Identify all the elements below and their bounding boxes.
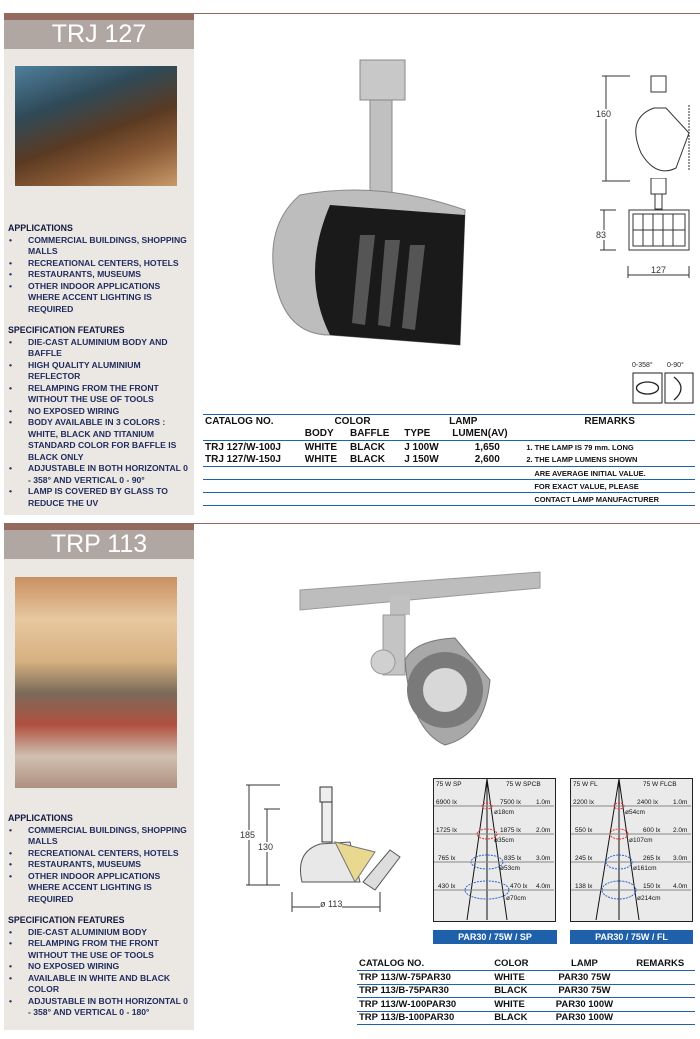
lux-left: 430 lx — [438, 883, 456, 890]
trj-front-dimension — [596, 178, 700, 288]
features-list — [8, 927, 190, 1019]
list-item: • RECREATIONAL CENTERS, HOTELS — [8, 258, 190, 270]
cell-remark: CONTACT LAMP MANUFACTURER — [524, 493, 695, 506]
table-subheader-row — [203, 428, 695, 441]
trj-catalog-table — [203, 414, 695, 506]
cell-catalog: TRP 113/W-75PAR30 — [357, 971, 492, 985]
applications-heading: APPLICATIONS — [8, 813, 73, 823]
header-catalog: CATALOG NO. — [357, 957, 492, 971]
table-row — [203, 441, 695, 454]
beam-left-title: 75 W FL — [573, 781, 598, 788]
side-view-drawing — [596, 73, 700, 188]
list-item: • OTHER INDOOR APPLICATIONS WHERE ACCENT LIGHTING IS REQUIRED — [8, 871, 190, 906]
beam-diameter: ø18cm — [494, 809, 514, 816]
depth-value: 83 — [596, 230, 607, 240]
list-item: • LAMP IS COVERED BY GLASS TO REDUCE THE UV — [8, 486, 190, 509]
vertical-rotation-label: 0-90° — [667, 362, 684, 369]
list-item: • RELAMPING FROM THE FRONT WITHOUT THE USE OF TOOLS — [8, 938, 190, 961]
table-row — [357, 998, 695, 1012]
table-row — [203, 454, 695, 467]
list-item: • RECREATIONAL CENTERS, HOTELS — [8, 848, 190, 860]
distance: 1.0m — [536, 799, 551, 806]
table-row — [357, 984, 695, 998]
total-height-value: 185 — [240, 830, 256, 840]
list-item: • NO EXPOSED WIRING — [8, 961, 190, 973]
beam-diameter: ø35cm — [494, 837, 514, 844]
features-heading: SPECIFICATION FEATURES — [8, 915, 125, 925]
beam-chart-fl — [570, 778, 693, 922]
lux-right: 150 lx — [643, 883, 661, 890]
beam-diameter: ø53cm — [500, 865, 520, 872]
applications-heading: APPLICATIONS — [8, 223, 73, 233]
cell-baffle: BLACK — [349, 441, 385, 453]
list-item: • HIGH QUALITY ALUMINIUM REFLECTOR — [8, 360, 190, 383]
list-item: • RESTAURANTS, MUSEUMS — [8, 859, 190, 871]
cell-remark: 2. THE LAMP LUMENS SHOWN — [524, 454, 695, 467]
beam-chart-sp — [433, 778, 556, 922]
header-lumen: LUMEN(AV) — [450, 428, 524, 441]
lux-left: 765 lx — [438, 855, 456, 862]
cell-catalog: TRJ 127/W-100J — [205, 441, 281, 453]
trp-catalog-table — [357, 957, 695, 1025]
cell-color: WHITE — [492, 971, 543, 985]
horizontal-rotation-label: 0-358° — [632, 362, 653, 369]
lux-right: 265 lx — [643, 855, 661, 862]
distance: 3.0m — [673, 855, 688, 862]
lux-left: 138 lx — [575, 883, 593, 890]
cell-lamp: PAR30 75W — [543, 984, 625, 998]
table-row — [203, 480, 695, 493]
cell-color: WHITE — [492, 998, 543, 1012]
cell-catalog: TRP 113/W-100PAR30 — [357, 998, 492, 1012]
cell-type: J 150W — [402, 454, 450, 467]
list-item: • COMMERCIAL BUILDINGS, SHOPPING MALLS — [8, 825, 190, 848]
cell-lumen: 1,650 — [474, 441, 500, 453]
trj-application-photo — [15, 66, 177, 186]
lux-right: 2400 lx — [637, 799, 658, 806]
list-item: • AVAILABLE IN WHITE AND BLACK COLOR — [8, 973, 190, 996]
trp-description — [8, 813, 190, 1019]
distance: 3.0m — [536, 855, 551, 862]
applications-list — [8, 825, 190, 906]
cell-remark: 1. THE LAMP IS 79 mm. LONG — [526, 442, 634, 452]
cell-lamp: PAR30 75W — [543, 971, 625, 985]
lux-right: 835 lx — [504, 855, 522, 862]
cell-lamp: PAR30 100W — [543, 1011, 625, 1025]
list-item: • NO EXPOSED WIRING — [8, 406, 190, 418]
cell-baffle: BLACK — [348, 454, 402, 467]
trj-rule — [194, 13, 700, 14]
distance: 4.0m — [536, 883, 551, 890]
lux-left: 550 lx — [575, 827, 593, 834]
lux-right: 1875 lx — [500, 827, 521, 834]
features-heading: SPECIFICATION FEATURES — [8, 325, 125, 335]
beam-label-sp: PAR30 / 75W / SP — [433, 930, 557, 944]
trp-title: TRP 113 — [4, 530, 194, 559]
cell-catalog: TRP 113/B-75PAR30 — [357, 984, 492, 998]
beam-diameter: ø214cm — [637, 895, 661, 902]
table-row — [357, 1011, 695, 1025]
trj-description — [8, 223, 190, 509]
trp-header-bar — [4, 523, 194, 530]
rotation-icons — [632, 362, 700, 406]
beam-left-title: 75 W SP — [436, 781, 462, 788]
trj-header-bar — [4, 13, 194, 20]
lux-left: 6900 lx — [436, 799, 457, 806]
beam-diameter: ø161cm — [633, 865, 657, 872]
list-item: • ADJUSTABLE IN BOTH HORIZONTAL 0 - 358° AND VERTICAL 0 - 90° — [8, 463, 190, 486]
cell-type: J 100W — [404, 441, 439, 453]
cell-remark: ARE AVERAGE INITIAL VALUE. — [524, 467, 695, 480]
cell-color: BLACK — [492, 984, 543, 998]
cell-catalog: TRP 113/B-100PAR30 — [357, 1011, 492, 1025]
lux-right: 7500 lx — [500, 799, 521, 806]
beam-diameter: ø54cm — [625, 809, 645, 816]
list-item: • RESTAURANTS, MUSEUMS — [8, 269, 190, 281]
header-body: BODY — [303, 428, 348, 441]
trj-spotlight-image — [260, 55, 490, 355]
header-lamp: LAMP — [543, 957, 625, 971]
table-header-row — [357, 957, 695, 971]
header-baffle: BAFFLE — [348, 428, 402, 441]
table-header-row — [203, 415, 695, 428]
lux-right: 470 lx — [510, 883, 528, 890]
distance: 1.0m — [673, 799, 688, 806]
list-item: • BODY AVAILABLE IN 3 COLORS : WHITE, BLACK AND TITANIUM STANDARD COLOR FOR BAFFLE IS BLACK ONLY — [8, 417, 190, 463]
header-remarks: REMARKS — [625, 957, 695, 971]
list-item: • DIE-CAST ALUMINIUM BODY — [8, 927, 190, 939]
header-lamp: LAMP — [402, 415, 524, 428]
table-row — [357, 971, 695, 985]
distance: 2.0m — [673, 827, 688, 834]
cell-lumen: 2,600 — [450, 454, 524, 467]
trp-rule — [194, 523, 700, 524]
header-remarks: REMARKS — [524, 415, 695, 428]
list-item: • COMMERCIAL BUILDINGS, SHOPPING MALLS — [8, 235, 190, 258]
rotation-icon — [632, 372, 700, 406]
lux-left: 245 lx — [575, 855, 593, 862]
lux-left: 1725 lx — [436, 827, 457, 834]
beam-diameter: ø107cm — [629, 837, 653, 844]
applications-list — [8, 235, 190, 316]
trp-spotlight-image — [295, 560, 545, 760]
distance: 4.0m — [673, 883, 688, 890]
table-row — [203, 493, 695, 506]
beam-diameter: ø70cm — [506, 895, 526, 902]
features-list — [8, 337, 190, 510]
beam-label-fl: PAR30 / 75W / FL — [570, 930, 693, 944]
header-catalog: CATALOG NO. — [203, 415, 303, 428]
width-value: 127 — [651, 265, 667, 275]
height-value: 160 — [596, 109, 612, 119]
trj-title: TRJ 127 — [4, 20, 194, 49]
cell-body: WHITE — [304, 441, 337, 453]
cell-lamp: PAR30 100W — [543, 998, 625, 1012]
cell-catalog: TRJ 127/W-150J — [203, 454, 303, 467]
list-item: • RELAMPING FROM THE FRONT WITHOUT THE USE OF TOOLS — [8, 383, 190, 406]
header-color: COLOR — [303, 415, 402, 428]
beam-right-title: 75 W SPCB — [506, 781, 541, 788]
body-height-value: 130 — [258, 842, 274, 852]
distance: 2.0m — [536, 827, 551, 834]
list-item: • DIE-CAST ALUMINIUM BODY AND BAFFLE — [8, 337, 190, 360]
cell-color: BLACK — [492, 1011, 543, 1025]
trj-side-dimension — [596, 73, 700, 188]
trp-application-photo — [15, 577, 177, 788]
table-row — [203, 467, 695, 480]
list-item: • ADJUSTABLE IN BOTH HORIZONTAL 0 - 358° AND VERTICAL 0 - 180° — [8, 996, 190, 1019]
diameter-value: ø 113 — [320, 899, 343, 909]
beam-right-title: 75 W FLCB — [643, 781, 677, 788]
list-item: • OTHER INDOOR APPLICATIONS WHERE ACCENT LIGHTING IS REQUIRED — [8, 281, 190, 316]
trp-dimension-drawing — [240, 782, 430, 917]
cell-remark: FOR EXACT VALUE, PLEASE — [524, 480, 695, 493]
cell-body: WHITE — [303, 454, 348, 467]
lux-right: 600 lx — [643, 827, 661, 834]
header-type: TYPE — [402, 428, 450, 441]
header-color: COLOR — [492, 957, 543, 971]
front-view-drawing — [596, 178, 700, 288]
lux-left: 2200 lx — [573, 799, 594, 806]
